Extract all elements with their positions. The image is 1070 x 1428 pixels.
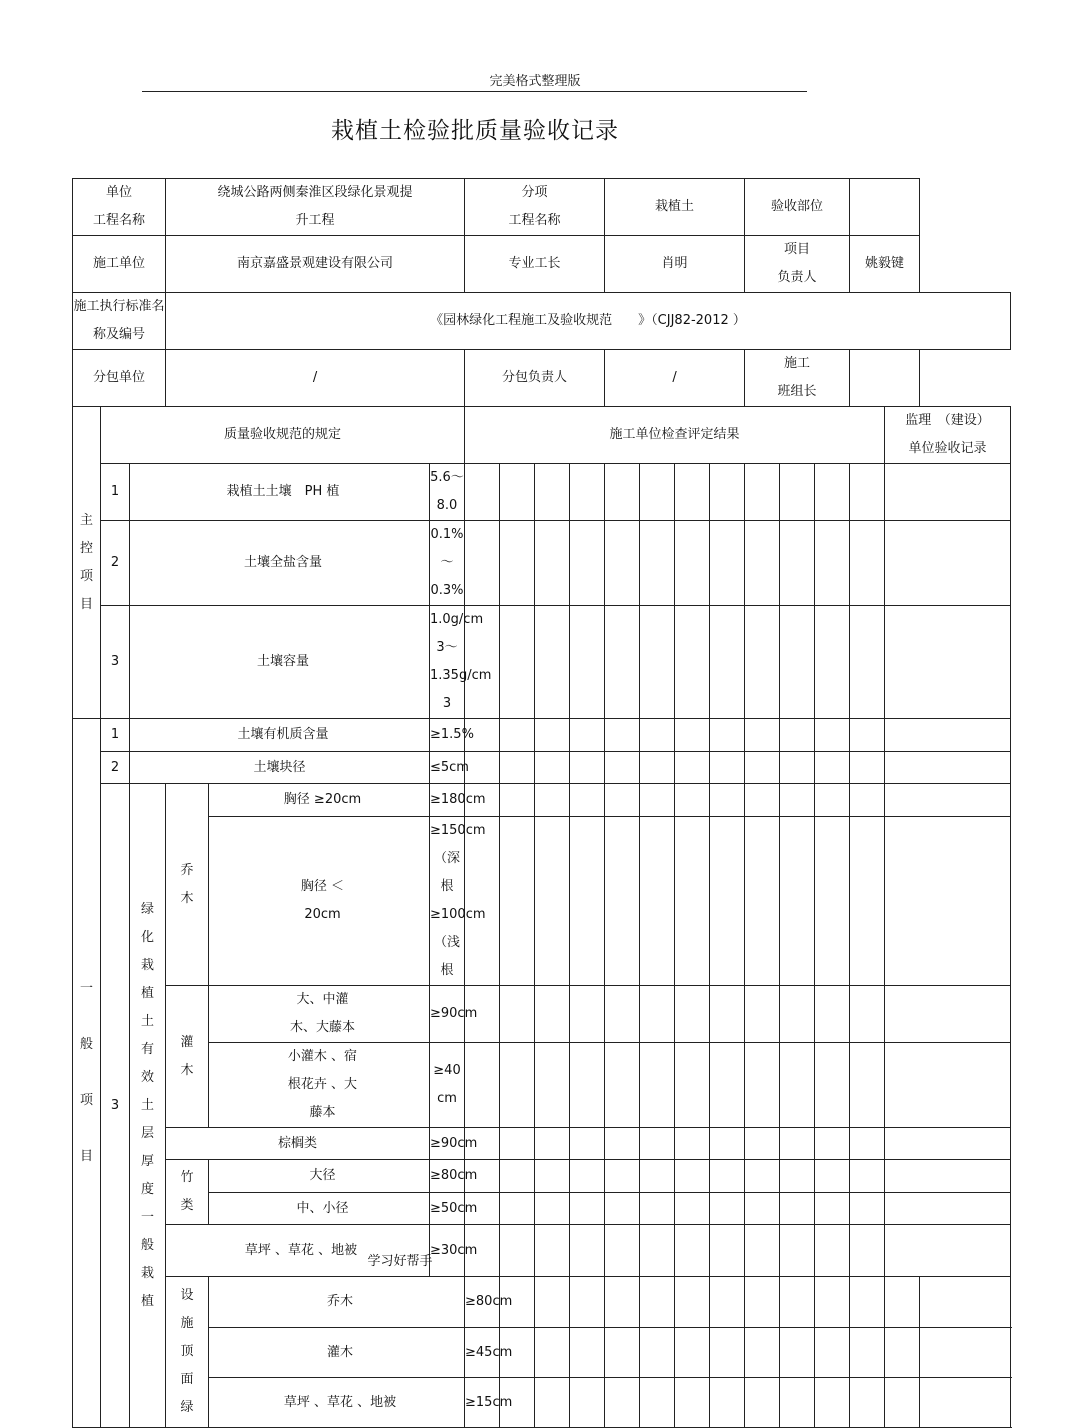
roof-shrub-item: 灌木 xyxy=(209,1328,465,1378)
unit-project-value: 绕城公路两侧秦淮区段绿化景观提 升工程 xyxy=(166,179,465,236)
bamboo-small-value: ≥50cm xyxy=(430,1193,465,1225)
footer-note: 学习好帮手 xyxy=(367,1254,433,1269)
bamboo-small-item: 中、小径 xyxy=(209,1193,430,1225)
bamboo-label: 竹 类 xyxy=(166,1160,209,1225)
shrub-label: 灌 木 xyxy=(166,986,209,1128)
shrub-small-item: 小灌木 、宿 根花卉 、大 藤本 xyxy=(209,1043,430,1128)
general-item-no: 3 xyxy=(101,784,130,1428)
shrub-small-value: ≥40 cm xyxy=(430,1043,465,1128)
main-items-label: 主 控 项 目 xyxy=(73,407,101,719)
palm-item: 棕榈类 xyxy=(166,1128,430,1160)
lawn-item: 草坪 、草花 、地被 xyxy=(166,1225,430,1277)
contractor-label: 施工单位 xyxy=(73,236,166,293)
pm-label: 项目 负责人 xyxy=(745,236,850,293)
header-divider xyxy=(142,91,807,92)
team-leader-value xyxy=(850,350,920,407)
bamboo-large-item: 大径 xyxy=(209,1160,430,1193)
team-leader-label: 施工 班组长 xyxy=(745,350,850,407)
pm-value: 姚毅键 xyxy=(850,236,920,293)
foreman-label: 专业工长 xyxy=(465,236,605,293)
tree-small-value: ≥150cm （深 根 ≥100cm （浅 根 xyxy=(430,817,465,986)
check-header: 施工单位检查评定结果 xyxy=(465,407,885,464)
subcontractor-label: 分包单位 xyxy=(73,350,166,407)
general-item-name: 土壤块径 xyxy=(130,752,430,784)
tree-small-item: 胸径 ＜ 20cm xyxy=(209,817,430,986)
inspection-record-table xyxy=(72,178,1011,1428)
shrub-large-item: 大、中灌 木、大藤本 xyxy=(209,986,430,1043)
general-item-no: 1 xyxy=(101,719,130,752)
roof-tree-value: ≥80cm xyxy=(465,1277,500,1328)
sub-project-value: 栽植土 xyxy=(605,179,745,236)
lawn-value: ≥30cm xyxy=(430,1225,465,1277)
main-item-name: 土壤容量 xyxy=(130,606,430,719)
bamboo-large-value: ≥80cm xyxy=(430,1160,465,1193)
roof-lawn-item: 草坪 、草花 、地被 xyxy=(209,1378,465,1428)
main-item-value: 1.0g/cm 3～ 1.35g/cm 3 xyxy=(430,606,465,719)
general-item-no: 2 xyxy=(101,752,130,784)
spec-header: 质量验收规范的规定 xyxy=(101,407,465,464)
supervisor-record xyxy=(885,521,1011,606)
roof-green-label: 设 施 顶 面 绿 xyxy=(166,1277,209,1428)
tree-label: 乔 木 xyxy=(166,784,209,986)
main-item-value: 0.1%～0.3% xyxy=(430,521,465,606)
sub-project-label: 分项 工程名称 xyxy=(465,179,605,236)
accept-part-label: 验收部位 xyxy=(745,179,850,236)
sub-manager-label: 分包负责人 xyxy=(465,350,605,407)
accept-part-value xyxy=(850,179,920,236)
supervisor-record xyxy=(885,464,1011,521)
shrub-large-value: ≥90cm xyxy=(430,986,465,1043)
main-item-name: 土壤全盐含量 xyxy=(130,521,430,606)
tree-large-value: ≥180cm xyxy=(430,784,465,817)
subcontractor-value: / xyxy=(166,350,465,407)
roof-tree-item: 乔木 xyxy=(209,1277,465,1328)
supervisor-record xyxy=(885,606,1011,719)
general-item-name: 土壤有机质含量 xyxy=(130,719,430,752)
header-note: 完美格式整理版 xyxy=(489,74,581,89)
supervisor-header: 监理 （建设） 单位验收记录 xyxy=(885,407,1011,464)
unit-project-label: 单位 工程名称 xyxy=(73,179,166,236)
roof-lawn-value: ≥15cm xyxy=(465,1378,500,1428)
page-title: 栽植土检验批质量验收记录 xyxy=(331,118,619,144)
standard-label: 施工执行标准名 称及编号 xyxy=(73,293,166,350)
main-item-no: 2 xyxy=(101,521,130,606)
main-item-value: 5.6～8.0 xyxy=(430,464,465,521)
roof-shrub-value: ≥45cm xyxy=(465,1328,500,1378)
contractor-value: 南京嘉盛景观建设有限公司 xyxy=(166,236,465,293)
general-items-label: 一 般 项 目 xyxy=(73,719,101,1428)
general-item-value: ≤5cm xyxy=(430,752,465,784)
main-item-name: 栽植土土壤 PH 植 xyxy=(130,464,430,521)
green-soil-label: 绿 化 栽 植 土 有 效 土 层 厚 度 一 般 栽 植 xyxy=(130,784,166,1428)
tree-large-item: 胸径 ≥20cm xyxy=(209,784,430,817)
main-item-no: 1 xyxy=(101,464,130,521)
foreman-value: 肖明 xyxy=(605,236,745,293)
standard-value: 《园林绿化工程施工及验收规范 》（CJJ82-2012 ） xyxy=(166,293,1011,350)
main-item-no: 3 xyxy=(101,606,130,719)
sub-manager-value: / xyxy=(605,350,745,407)
palm-value: ≥90cm xyxy=(430,1128,465,1160)
general-item-value: ≥1.5% xyxy=(430,719,465,752)
